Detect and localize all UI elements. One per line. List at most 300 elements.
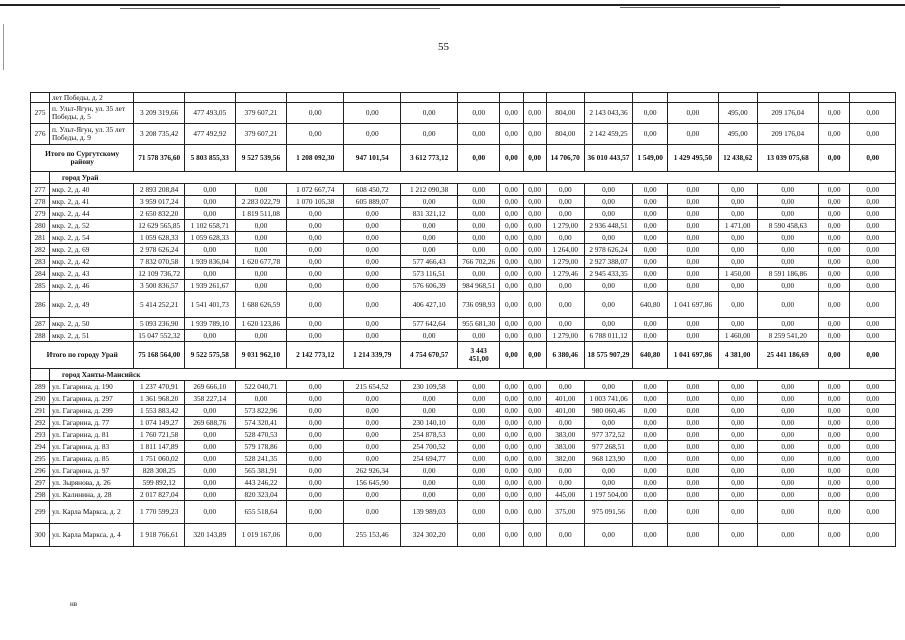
value-cell: 828 308,25	[134, 465, 185, 477]
value-cell: 0,00	[344, 124, 401, 145]
row-number-cell: 297	[31, 477, 50, 489]
value-cell: 0,00	[184, 429, 235, 441]
value-cell: 0,00	[546, 524, 584, 547]
value-cell: 3 500 836,57	[134, 280, 185, 292]
value-cell: 0,00	[344, 429, 401, 441]
value-cell	[850, 93, 896, 103]
value-cell: 0,00	[668, 465, 719, 477]
value-cell: 0,00	[668, 124, 719, 145]
value-cell: 1 059 628,33	[134, 232, 185, 244]
row-number-cell: 284	[31, 268, 50, 280]
value-cell: 324 302,20	[401, 524, 458, 547]
value-cell: 0,00	[633, 477, 668, 489]
value-cell: 0,00	[344, 453, 401, 465]
value-cell: 0,00	[458, 453, 500, 465]
value-cell: 0,00	[500, 342, 523, 369]
value-cell: 0,00	[184, 453, 235, 465]
value-cell: 0,00	[546, 184, 584, 196]
value-cell: 0,00	[818, 501, 850, 524]
value-cell: 0,00	[500, 318, 523, 330]
value-cell: 1 279,46	[546, 268, 584, 280]
value-cell: 0,00	[850, 244, 896, 256]
value-cell: 9 527 539,56	[235, 145, 287, 172]
value-cell: 75 168 564,00	[134, 342, 185, 369]
value-cell: 0,00	[850, 220, 896, 232]
value-cell: 36 010 443,57	[584, 145, 633, 172]
value-cell: 0,00	[287, 393, 344, 405]
value-cell: 0,00	[500, 220, 523, 232]
value-cell: 15 047 552,32	[134, 330, 185, 342]
value-cell: 0,00	[287, 405, 344, 417]
row-number-cell: 294	[31, 441, 50, 453]
value-cell: 0,00	[584, 381, 633, 393]
value-cell: 0,00	[401, 393, 458, 405]
table-row	[31, 330, 896, 342]
value-cell: 0,00	[757, 393, 818, 405]
value-cell: 0,00	[344, 232, 401, 244]
value-cell: 0,00	[818, 489, 850, 501]
table-row	[31, 429, 896, 441]
value-cell: 0,00	[757, 381, 818, 393]
value-cell: 0,00	[668, 330, 719, 342]
value-cell: 2 945 433,35	[584, 268, 633, 280]
value-cell: 0,00	[344, 441, 401, 453]
row-number-cell: 300	[31, 524, 50, 547]
value-cell: 0,00	[523, 477, 546, 489]
address-cell: ул. Гагарина, д. 297	[49, 393, 133, 405]
value-cell: 0,00	[718, 501, 757, 524]
address-cell: мкр. 2, д. 43	[49, 268, 133, 280]
value-cell: 0,00	[668, 417, 719, 429]
value-cell	[184, 93, 235, 103]
value-cell: 2 927 388,07	[584, 256, 633, 268]
row-number-cell: 282	[31, 244, 50, 256]
row-number-cell: 290	[31, 393, 50, 405]
value-cell: 655 518,64	[235, 501, 287, 524]
row-number-cell: 278	[31, 196, 50, 208]
left-scan-edge	[3, 24, 4, 70]
value-cell: 0,00	[850, 268, 896, 280]
top-scan-line	[620, 7, 780, 8]
value-cell: 0,00	[633, 524, 668, 547]
value-cell: 0,00	[668, 489, 719, 501]
value-cell: 0,00	[287, 381, 344, 393]
value-cell: 0,00	[668, 232, 719, 244]
table-row	[31, 184, 896, 196]
value-cell: 0,00	[718, 196, 757, 208]
value-cell: 375,00	[546, 501, 584, 524]
value-cell: 0,00	[287, 256, 344, 268]
value-cell: 2 283 022,79	[235, 196, 287, 208]
value-cell: 0,00	[633, 393, 668, 405]
value-cell: 0,00	[850, 477, 896, 489]
value-cell: 0,00	[235, 220, 287, 232]
table-body	[31, 93, 896, 547]
value-cell: 0,00	[344, 103, 401, 124]
address-cell: мкр. 2, д. 52	[49, 220, 133, 232]
value-cell: 0,00	[668, 318, 719, 330]
table-row	[31, 489, 896, 501]
value-cell: 980 060,46	[584, 405, 633, 417]
value-cell: 0,00	[235, 184, 287, 196]
value-cell: 0,00	[584, 232, 633, 244]
value-cell: 0,00	[523, 501, 546, 524]
value-cell: 0,00	[235, 280, 287, 292]
value-cell: 230 109,58	[401, 381, 458, 393]
value-cell: 0,00	[668, 208, 719, 220]
value-cell: 0,00	[850, 381, 896, 393]
value-cell: 1 197 504,00	[584, 489, 633, 501]
value-cell: 1 770 599,23	[134, 501, 185, 524]
row-number-cell: 291	[31, 405, 50, 417]
row-number-cell	[31, 172, 50, 184]
value-cell: 0,00	[850, 441, 896, 453]
value-cell: 0,00	[344, 220, 401, 232]
value-cell: 0,00	[500, 268, 523, 280]
value-cell: 977 268,51	[584, 441, 633, 453]
row-number-cell: 289	[31, 381, 50, 393]
value-cell: 0,00	[500, 292, 523, 318]
value-cell: 0,00	[523, 342, 546, 369]
value-cell: 0,00	[235, 268, 287, 280]
value-cell: 139 989,03	[401, 501, 458, 524]
value-cell: 0,00	[500, 465, 523, 477]
value-cell	[718, 93, 757, 103]
value-cell: 0,00	[757, 501, 818, 524]
value-cell: 0,00	[818, 196, 850, 208]
value-cell: 0,00	[718, 318, 757, 330]
address-cell: мкр. 2, д. 41	[49, 196, 133, 208]
value-cell: 1 471,00	[718, 220, 757, 232]
value-cell: 0,00	[401, 244, 458, 256]
value-cell	[584, 93, 633, 103]
value-cell: 0,00	[757, 441, 818, 453]
value-cell: 0,00	[344, 501, 401, 524]
value-cell: 0,00	[401, 405, 458, 417]
value-cell: 0,00	[818, 318, 850, 330]
value-cell: 0,00	[401, 196, 458, 208]
value-cell: 0,00	[344, 330, 401, 342]
value-cell: 0,00	[287, 429, 344, 441]
value-cell: 156 645,90	[344, 477, 401, 489]
table-row	[31, 453, 896, 465]
value-cell: 0,00	[633, 453, 668, 465]
value-cell: 0,00	[633, 417, 668, 429]
value-cell: 0,00	[718, 453, 757, 465]
value-cell: 0,00	[500, 244, 523, 256]
value-cell: 0,00	[235, 232, 287, 244]
value-cell: 0,00	[344, 244, 401, 256]
value-cell: 0,00	[718, 429, 757, 441]
table-row	[31, 232, 896, 244]
value-cell: 0,00	[458, 465, 500, 477]
value-cell: 820 323,04	[235, 489, 287, 501]
value-cell: 0,00	[458, 196, 500, 208]
value-cell: 1 041 697,86	[668, 342, 719, 369]
value-cell: 0,00	[850, 103, 896, 124]
value-cell: 0,00	[458, 232, 500, 244]
value-cell: 0,00	[401, 220, 458, 232]
value-cell: 269 666,10	[184, 381, 235, 393]
value-cell	[134, 93, 185, 103]
value-cell: 0,00	[633, 429, 668, 441]
row-number-cell: 288	[31, 330, 50, 342]
value-cell: 0,00	[523, 489, 546, 501]
value-cell: 382,00	[546, 453, 584, 465]
value-cell: 0,00	[633, 256, 668, 268]
row-number-cell: 280	[31, 220, 50, 232]
value-cell: 0,00	[523, 124, 546, 145]
value-cell: 0,00	[523, 441, 546, 453]
table-row	[31, 244, 896, 256]
city-header: город Ханты-Мансийск	[49, 369, 895, 381]
value-cell: 577 466,43	[401, 256, 458, 268]
value-cell: 0,00	[500, 453, 523, 465]
value-cell: 1 918 766,61	[134, 524, 185, 547]
row-number-cell: 283	[31, 256, 50, 268]
value-cell: 0,00	[523, 232, 546, 244]
value-cell: 0,00	[523, 103, 546, 124]
value-cell: 0,00	[500, 124, 523, 145]
value-cell: 640,80	[633, 342, 668, 369]
value-cell: 0,00	[523, 453, 546, 465]
value-cell: 0,00	[718, 232, 757, 244]
value-cell: 0,00	[718, 244, 757, 256]
value-cell: 0,00	[668, 244, 719, 256]
value-cell: 2 978 626,24	[134, 244, 185, 256]
table-row	[31, 465, 896, 477]
value-cell: 2 142 459,25	[584, 124, 633, 145]
value-cell: 0,00	[500, 256, 523, 268]
value-cell: 1 819 511,08	[235, 208, 287, 220]
value-cell: 831 321,12	[401, 208, 458, 220]
value-cell: 0,00	[633, 184, 668, 196]
table-row	[31, 103, 896, 124]
value-cell: 0,00	[757, 318, 818, 330]
value-cell: 0,00	[184, 268, 235, 280]
value-cell: 0,00	[500, 184, 523, 196]
table-row	[31, 405, 896, 417]
value-cell: 1 760 721,58	[134, 429, 185, 441]
value-cell: 6 788 011,12	[584, 330, 633, 342]
value-cell: 3 209 319,66	[134, 103, 185, 124]
value-cell: 0,00	[401, 477, 458, 489]
value-cell: 0,00	[818, 103, 850, 124]
value-cell: 0,00	[500, 405, 523, 417]
value-cell: 0,00	[757, 477, 818, 489]
value-cell: 0,00	[344, 208, 401, 220]
value-cell: 9 031 962,10	[235, 342, 287, 369]
value-cell: 401,00	[546, 405, 584, 417]
value-cell	[287, 93, 344, 103]
value-cell: 18 575 907,29	[584, 342, 633, 369]
value-cell: 0,00	[818, 184, 850, 196]
value-cell: 1 214 339,79	[344, 342, 401, 369]
value-cell: 0,00	[818, 268, 850, 280]
value-cell: 0,00	[184, 196, 235, 208]
value-cell: 0,00	[850, 318, 896, 330]
value-cell: 0,00	[757, 292, 818, 318]
value-cell: 0,00	[287, 124, 344, 145]
value-cell: 0,00	[633, 465, 668, 477]
address-cell: мкр. 2, д. 46	[49, 280, 133, 292]
value-cell: 0,00	[546, 477, 584, 489]
value-cell: 573 822,96	[235, 405, 287, 417]
value-cell: 0,00	[458, 330, 500, 342]
value-cell: 0,00	[458, 524, 500, 547]
value-cell: 2 142 773,12	[287, 342, 344, 369]
value-cell: 977 372,52	[584, 429, 633, 441]
value-cell: 577 642,64	[401, 318, 458, 330]
address-cell: мкр. 2, д. 44	[49, 208, 133, 220]
value-cell: 8 590 458,63	[757, 220, 818, 232]
value-cell: 0,00	[633, 196, 668, 208]
value-cell: 7 832 070,58	[134, 256, 185, 268]
value-cell: 383,00	[546, 441, 584, 453]
value-cell: 0,00	[718, 477, 757, 489]
value-cell: 0,00	[500, 429, 523, 441]
value-cell: 0,00	[668, 268, 719, 280]
value-cell: 0,00	[850, 184, 896, 196]
value-cell: 0,00	[850, 453, 896, 465]
value-cell: 0,00	[757, 256, 818, 268]
value-cell: 0,00	[523, 196, 546, 208]
address-cell: мкр. 2, д. 40	[49, 184, 133, 196]
table-row	[31, 477, 896, 489]
row-number-cell: 285	[31, 280, 50, 292]
row-number-cell: 295	[31, 453, 50, 465]
value-cell	[668, 93, 719, 103]
value-cell: 215 654,52	[344, 381, 401, 393]
value-cell: 0,00	[633, 330, 668, 342]
row-number-cell: 287	[31, 318, 50, 330]
value-cell: 0,00	[718, 441, 757, 453]
value-cell: 736 098,93	[458, 292, 500, 318]
value-cell: 0,00	[850, 405, 896, 417]
value-cell: 766 702,26	[458, 256, 500, 268]
footer-mark: нв	[70, 600, 78, 608]
row-number-cell	[31, 93, 50, 103]
table-row	[31, 524, 896, 547]
value-cell: 0,00	[818, 405, 850, 417]
value-cell: 947 101,54	[344, 145, 401, 172]
value-cell: 0,00	[523, 220, 546, 232]
value-cell: 0,00	[850, 280, 896, 292]
total-label: Итого по Сургутскому району	[31, 145, 134, 172]
table-row	[31, 393, 896, 405]
value-cell: 0,00	[287, 208, 344, 220]
value-cell: 0,00	[287, 453, 344, 465]
value-cell: 0,00	[668, 256, 719, 268]
value-cell: 0,00	[818, 244, 850, 256]
value-cell: 0,00	[546, 196, 584, 208]
value-cell: 0,00	[757, 244, 818, 256]
value-cell: 0,00	[458, 489, 500, 501]
value-cell: 2 650 832,20	[134, 208, 185, 220]
value-cell: 12 109 736,72	[134, 268, 185, 280]
value-cell: 0,00	[718, 393, 757, 405]
value-cell: 0,00	[668, 453, 719, 465]
value-cell: 358 227,14	[184, 393, 235, 405]
value-cell: 477 493,05	[184, 103, 235, 124]
value-cell: 0,00	[633, 232, 668, 244]
value-cell: 0,00	[546, 465, 584, 477]
value-cell: 1 279,00	[546, 330, 584, 342]
value-cell: 0,00	[757, 232, 818, 244]
value-cell: 0,00	[818, 280, 850, 292]
value-cell: 0,00	[633, 441, 668, 453]
value-cell: 0,00	[668, 393, 719, 405]
table-row	[31, 220, 896, 232]
value-cell: 0,00	[633, 501, 668, 524]
value-cell: 2 017 827,04	[134, 489, 185, 501]
value-cell: 0,00	[818, 208, 850, 220]
value-cell: 0,00	[458, 184, 500, 196]
value-cell: 0,00	[458, 393, 500, 405]
row-number-cell	[31, 369, 50, 381]
value-cell	[235, 93, 287, 103]
row-number-cell: 286	[31, 292, 50, 318]
address-cell: мкр. 2, д. 49	[49, 292, 133, 318]
value-cell: 955 681,30	[458, 318, 500, 330]
row-number-cell: 299	[31, 501, 50, 524]
value-cell: 379 607,21	[235, 103, 287, 124]
value-cell	[546, 93, 584, 103]
value-cell: 1 003 741,06	[584, 393, 633, 405]
value-cell: 804,00	[546, 124, 584, 145]
continuation-row	[31, 93, 896, 103]
value-cell: 2 893 208,84	[134, 184, 185, 196]
value-cell: 1 361 968,20	[134, 393, 185, 405]
value-cell: 579 178,86	[235, 441, 287, 453]
value-cell: 0,00	[718, 208, 757, 220]
table-row	[31, 196, 896, 208]
value-cell: 0,00	[633, 103, 668, 124]
value-cell: 0,00	[850, 232, 896, 244]
value-cell: 1 237 470,91	[134, 381, 185, 393]
value-cell: 605 889,07	[344, 196, 401, 208]
value-cell: 0,00	[523, 145, 546, 172]
value-cell: 0,00	[184, 184, 235, 196]
value-cell: 0,00	[287, 268, 344, 280]
value-cell: 0,00	[523, 268, 546, 280]
value-cell: 975 091,56	[584, 501, 633, 524]
value-cell: 0,00	[458, 429, 500, 441]
table-row	[31, 292, 896, 318]
value-cell: 0,00	[458, 381, 500, 393]
value-cell: 0,00	[458, 103, 500, 124]
row-number-cell: 281	[31, 232, 50, 244]
value-cell: 0,00	[850, 524, 896, 547]
value-cell: 0,00	[818, 441, 850, 453]
value-cell: 1 450,00	[718, 268, 757, 280]
value-cell: 0,00	[850, 330, 896, 342]
value-cell: 1 553 883,42	[134, 405, 185, 417]
value-cell: 0,00	[633, 405, 668, 417]
value-cell: 0,00	[718, 280, 757, 292]
value-cell: 0,00	[584, 292, 633, 318]
address-cell: мкр. 2, д. 69	[49, 244, 133, 256]
value-cell: 3 208 735,42	[134, 124, 185, 145]
row-number-cell: 293	[31, 429, 50, 441]
value-cell: 0,00	[523, 208, 546, 220]
value-cell: 0,00	[184, 330, 235, 342]
value-cell: 576 606,39	[401, 280, 458, 292]
value-cell: 0,00	[850, 342, 896, 369]
value-cell: 0,00	[458, 417, 500, 429]
value-cell: 574 320,41	[235, 417, 287, 429]
value-cell: 1 939 789,10	[184, 318, 235, 330]
